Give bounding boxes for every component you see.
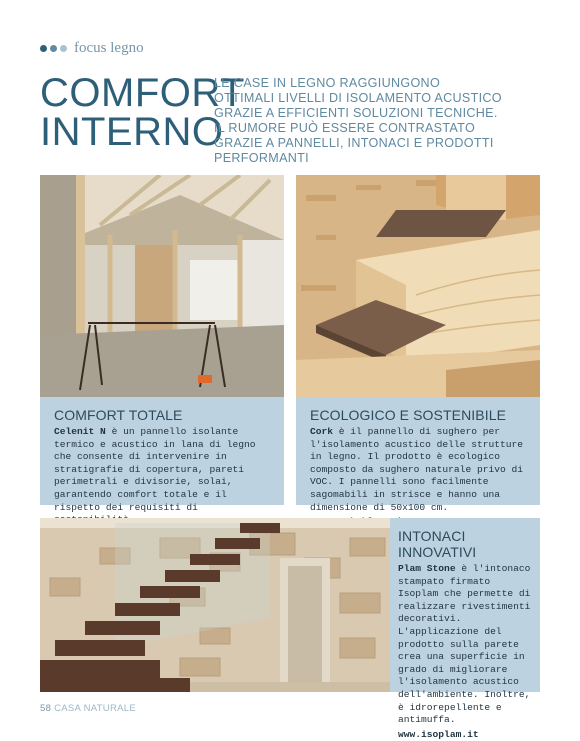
tag-dot [50,45,57,52]
card-text: è l'intonaco stampato firmato Isoplam che permette di realizzare rivestimenti decorativi. L'applicazione del prodotto sulla parete crea una superficie in grado di migliorare l'isolamento acustico dell'ambiente. Inoltre, è idrorepellente e antimuffa. [398,563,531,726]
card-intonaci-innovativi [390,518,540,740]
card-title: ECOLOGICO E SOSTENIBILE [310,407,507,423]
title-line-2: INTERNO [40,110,224,154]
page-footer [40,703,136,714]
card-body [310,426,526,514]
page-number: 58 [40,703,52,714]
photo-cork-beams [296,175,540,397]
card-text: è un pannello isolante termico e acustico in lana di legno che consente di intervenire in stratigrafie di copertura, pareti perimetrali e divisorie, solai, garantendo comfort totale e il rispetto dei requisiti di [54,426,256,513]
card-text: è il pannello di sughero per l'isolamento acustico delle strutture in legno. Il prodotto è ecologico composto da sughero naturale privo di VOC. I pannelli sono facilmente sagomabili in strisce e hanno una dimensione di 50x100 cm. [310,426,524,513]
card-title: INTONACI INNOVATIVI [398,528,477,560]
brand-name: Cork [310,426,334,437]
brand-name: Celenit N [54,426,106,437]
photo-stone-staircase [40,518,390,692]
card-title: COMFORT TOTALE [54,407,183,423]
intro-text: LE CASE IN LEGNO RAGGIUNGONO OTTIMALI LIVELLI DI ISOLAMENTO ACUSTICO GRAZIE A EFFICIENTI SOLUZIONI TECNICHE. IL RUMORE PUÒ ESSERE CONTRASTATO GRAZIE A PANNELLI, INTONACI E PRODOTTI PERFORMANTI [214,76,502,165]
card-body [398,563,532,727]
title-line-1: COMFORT [40,71,245,115]
magazine-name: CASA NATURALE [54,703,136,714]
section-tag [40,40,144,57]
card-body [54,426,270,527]
brand-name: Plam Stone [398,563,456,574]
card-ecologico-sostenibile [296,397,540,513]
card-link[interactable]: www.isoplam.it [398,728,479,740]
section-label: focus legno [74,40,144,56]
card-comfort-totale [40,397,284,513]
tag-dot [40,45,47,52]
photo-timber-interior [40,175,284,397]
tag-dot [60,45,67,52]
